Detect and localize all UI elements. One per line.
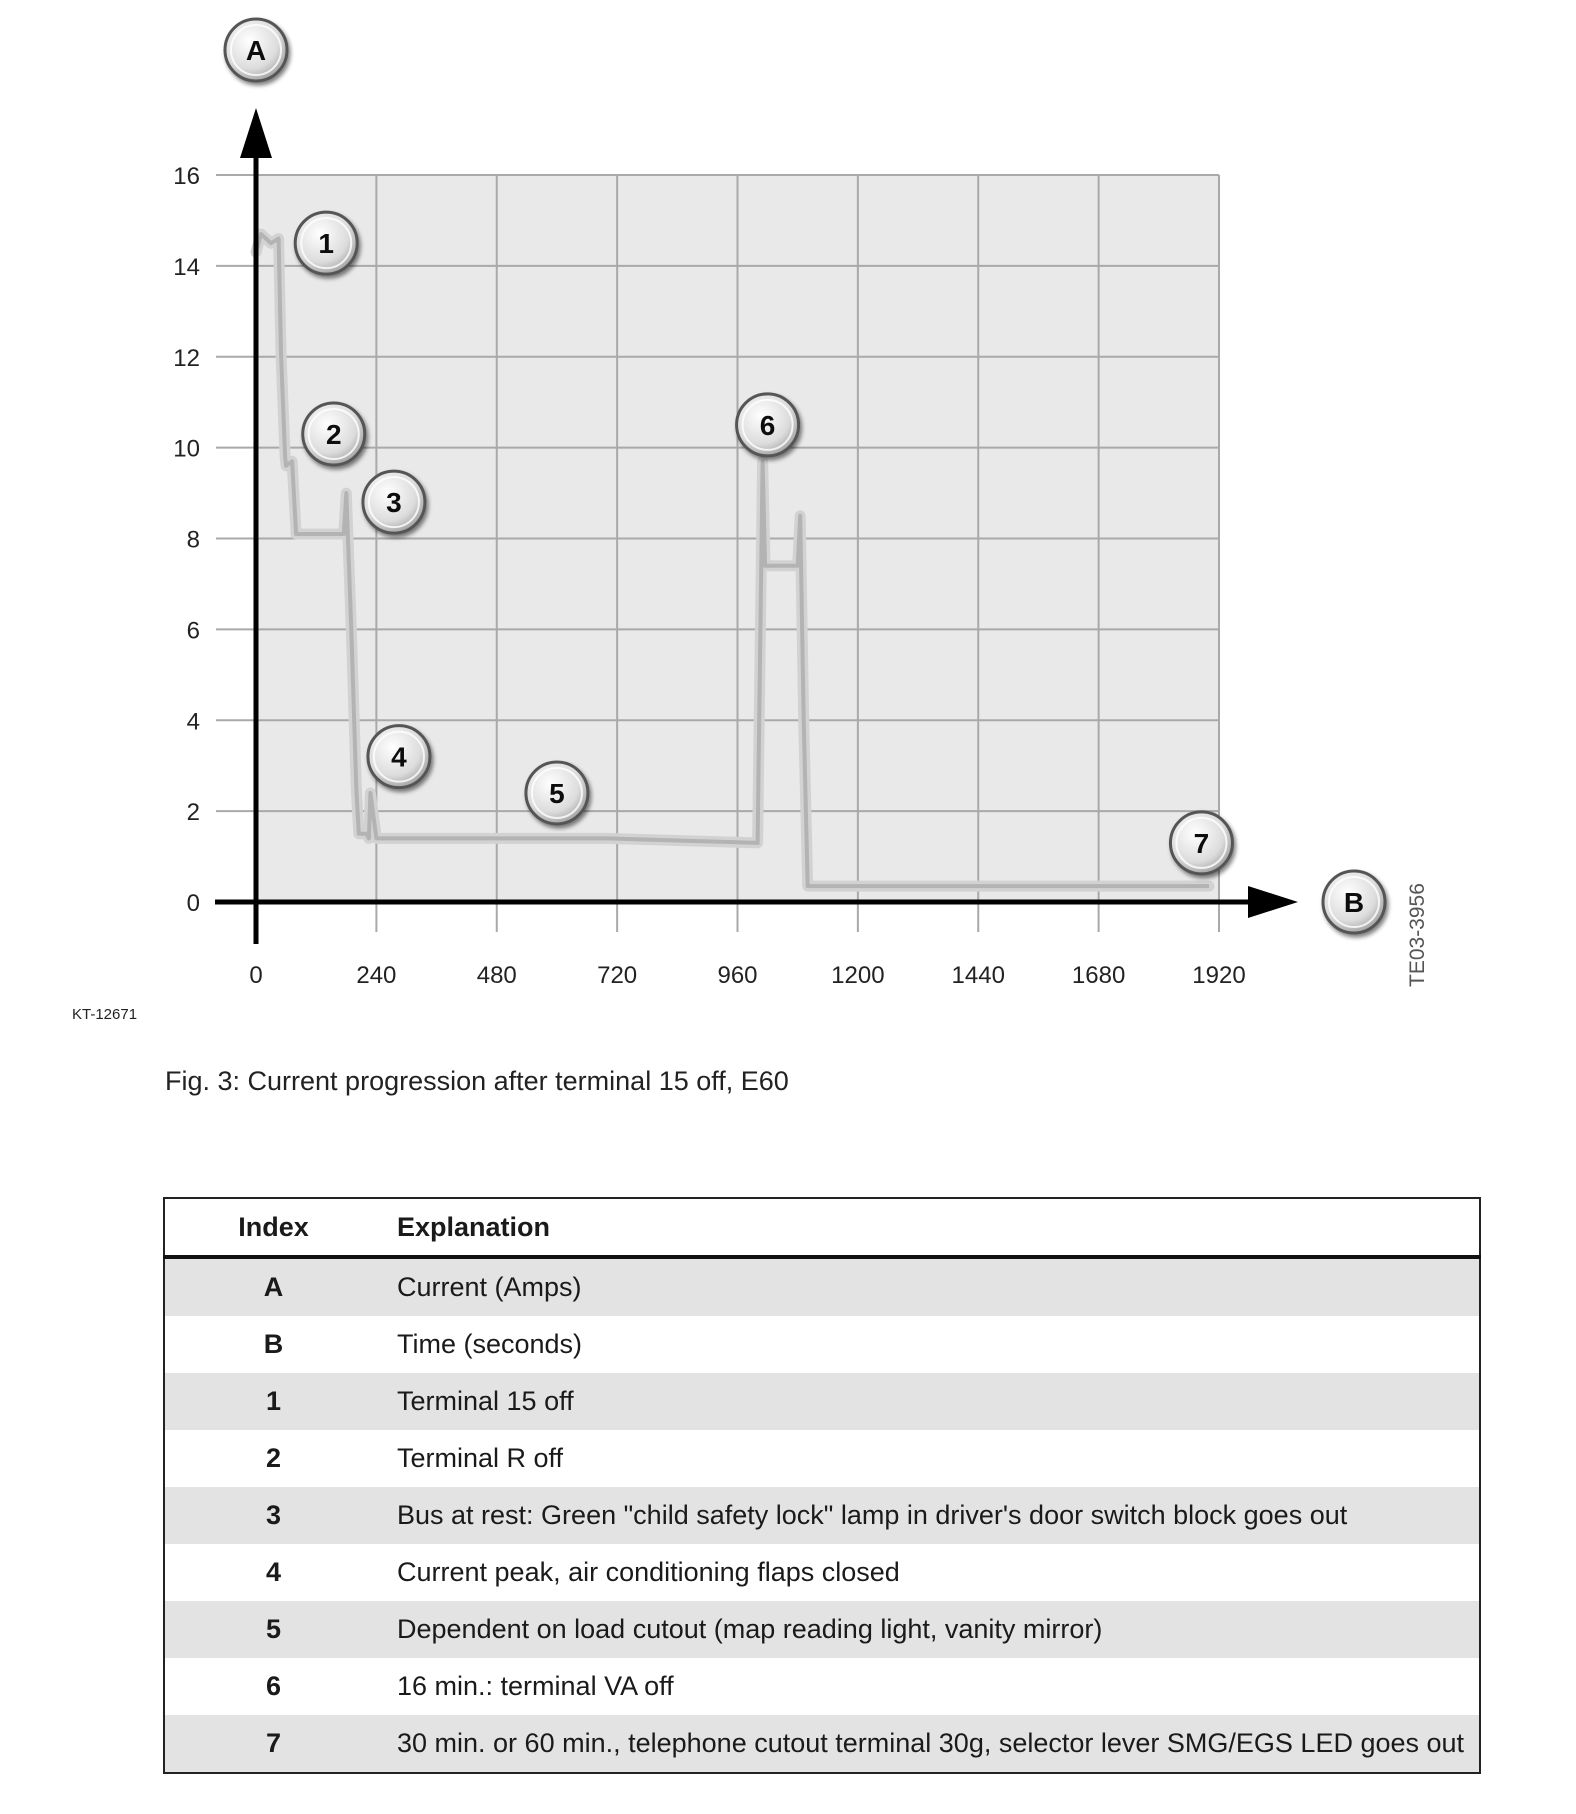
y-tick-label: 12 xyxy=(173,344,200,372)
row-index: 2 xyxy=(265,1443,282,1473)
row-explanation: 30 min. or 60 min., telephone cutout terminal 30g, selector lever SMG/EGS LED goes out xyxy=(397,1728,1465,1758)
marker-label: 3 xyxy=(386,487,402,519)
figure-id: KT-12671 xyxy=(72,1006,138,1023)
table-row xyxy=(164,1316,1480,1373)
table-row xyxy=(164,1430,1480,1487)
x-tick-label: 240 xyxy=(356,962,397,989)
y-tick-label: 14 xyxy=(173,253,200,281)
legend-table xyxy=(163,1197,1481,1774)
index-marker-7 xyxy=(1170,812,1232,874)
table-row xyxy=(164,1487,1480,1544)
x-tick-label: 1440 xyxy=(951,962,1005,989)
marker-label: 5 xyxy=(549,777,565,809)
y-axis-index-marker xyxy=(225,19,287,81)
row-index: 4 xyxy=(265,1557,282,1587)
index-marker-1 xyxy=(295,212,357,274)
row-index: 3 xyxy=(265,1500,282,1530)
row-explanation: Terminal 15 off xyxy=(397,1386,574,1416)
marker-label: 7 xyxy=(1193,827,1210,859)
index-marker-2 xyxy=(303,403,365,465)
row-index: 5 xyxy=(265,1614,282,1644)
row-index: B xyxy=(263,1329,284,1359)
table-header-row xyxy=(164,1198,1480,1257)
row-index: 7 xyxy=(265,1728,282,1758)
table-row xyxy=(164,1257,1480,1316)
table-row xyxy=(164,1601,1480,1658)
x-tick-label: 1680 xyxy=(1071,962,1126,989)
index-marker-6 xyxy=(737,394,799,456)
row-explanation: 16 min.: terminal VA off xyxy=(397,1671,674,1701)
x-tick-label: 480 xyxy=(476,962,517,989)
y-tick-label: 0 xyxy=(186,890,200,917)
y-tick-label: 2 xyxy=(186,799,200,827)
figure-caption: Fig. 3: Current progression after terminal 15 off, E60 xyxy=(165,1066,789,1096)
table-row xyxy=(164,1658,1480,1715)
marker-label: 6 xyxy=(759,409,776,441)
y-tick-label: 6 xyxy=(186,617,200,645)
marker-label: A xyxy=(245,35,267,66)
explanation-column-header: Explanation xyxy=(397,1211,551,1242)
y-tick-label: 16 xyxy=(173,163,200,190)
x-tick-label: 1920 xyxy=(1192,962,1246,989)
row-explanation: Bus at rest: Green "child safety lock" lamp in driver's door switch block goes out xyxy=(397,1500,1348,1530)
index-column-header: Index xyxy=(238,1211,309,1242)
row-index: 6 xyxy=(265,1671,282,1701)
row-explanation: Terminal R off xyxy=(397,1443,564,1473)
table-row xyxy=(164,1373,1480,1430)
side-code-label: TE03-3956 xyxy=(1406,883,1429,987)
marker-label: 4 xyxy=(391,741,407,773)
row-explanation: Current (Amps) xyxy=(397,1272,582,1302)
y-tick-label: 10 xyxy=(173,435,200,463)
index-marker-4 xyxy=(368,726,430,788)
index-marker-3 xyxy=(363,471,425,533)
index-marker-5 xyxy=(526,762,588,824)
marker-label: 1 xyxy=(318,228,335,260)
x-tick-label: 960 xyxy=(717,962,758,989)
marker-label: 2 xyxy=(325,418,342,450)
x-tick-label: 720 xyxy=(597,962,638,989)
x-axis-arrow-icon xyxy=(1248,886,1298,918)
row-explanation: Current peak, air conditioning flaps closed xyxy=(397,1557,900,1587)
table-row xyxy=(164,1715,1480,1773)
row-index: A xyxy=(263,1272,284,1302)
x-axis-index-marker xyxy=(1323,871,1385,933)
row-explanation: Dependent on load cutout (map reading light, vanity mirror) xyxy=(397,1614,1103,1644)
y-axis-arrow-icon xyxy=(240,108,272,158)
y-tick-label: 4 xyxy=(186,708,200,736)
x-tick-label: 1200 xyxy=(831,962,885,989)
y-tick-label: 8 xyxy=(186,526,200,554)
table-row xyxy=(164,1544,1480,1601)
x-tick-label: 0 xyxy=(249,962,263,989)
row-index: 1 xyxy=(265,1386,282,1416)
row-explanation: Time (seconds) xyxy=(397,1329,583,1359)
marker-label: B xyxy=(1343,887,1365,918)
